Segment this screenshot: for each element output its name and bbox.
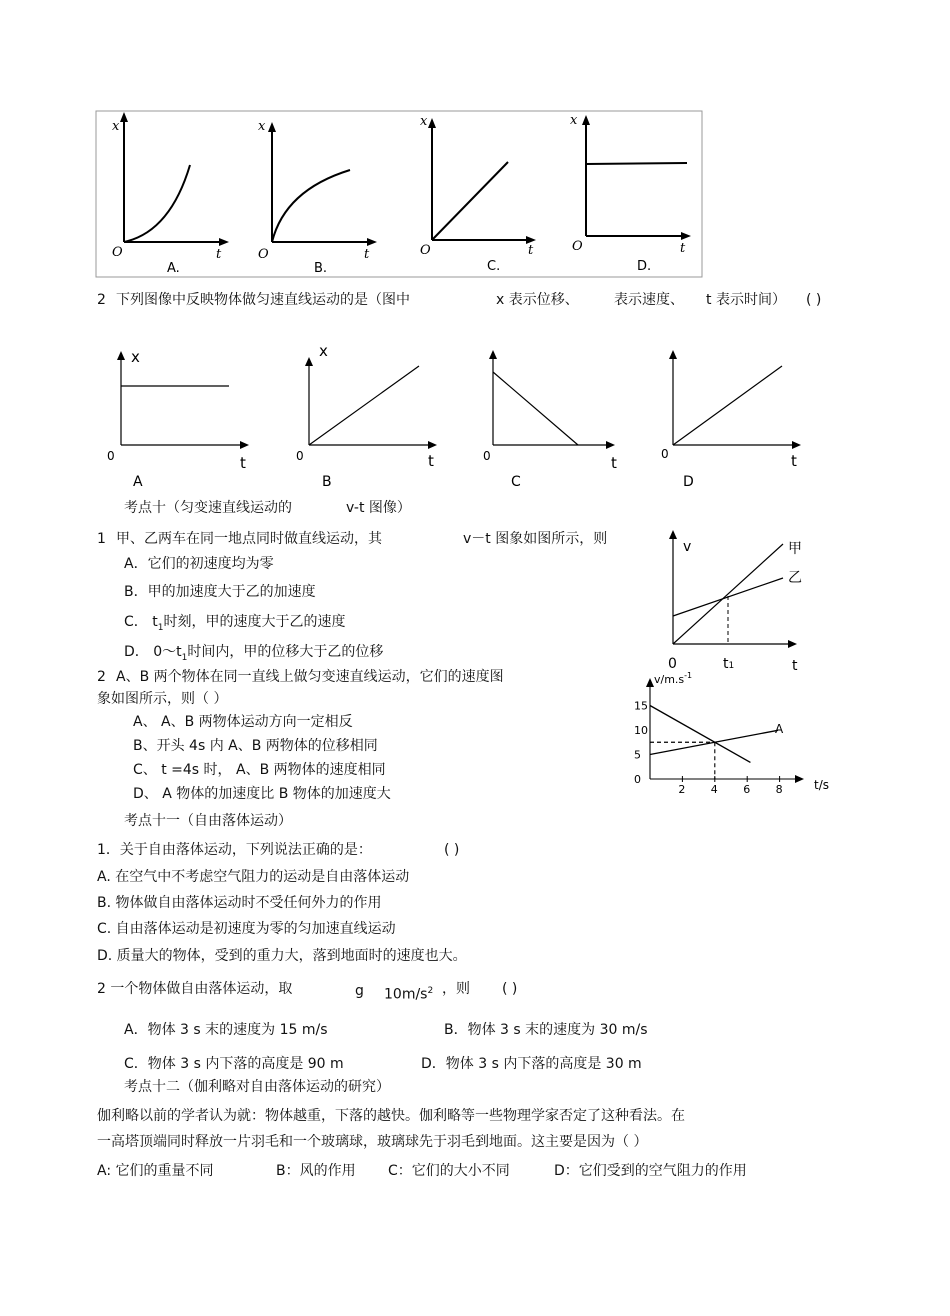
q10-1-number: 1 bbox=[97, 531, 106, 547]
q2-graph-b-origin: 0 bbox=[296, 449, 304, 463]
kd12-option-d: D：它们受到的空气阻力的作用 bbox=[554, 1163, 747, 1179]
top-graph-c-ylabel: x bbox=[420, 114, 428, 129]
vt2-ytick-label: 15 bbox=[634, 699, 648, 713]
q10-2-option-b: B、开头 4s 内 A、B 两物体的位移相同 bbox=[133, 738, 378, 754]
q2-graph-c-xlabel: t bbox=[611, 454, 617, 472]
q2-graph-c-origin: 0 bbox=[483, 449, 491, 463]
q10-1-option-b: B．甲的加速度大于乙的加速度 bbox=[124, 584, 316, 600]
vt2-ylabel: $v/m.s^{-1}$ bbox=[654, 671, 693, 686]
q11-2-option-d: D．物体 3 s 内下落的高度是 30 m bbox=[421, 1056, 642, 1072]
vt2-xtick-label: 8 bbox=[775, 783, 783, 796]
kd12-option-a: A: 它们的重量不同 bbox=[97, 1163, 214, 1179]
q2-graph-b-ylabel: x bbox=[319, 342, 328, 360]
top-graph-d-xlabel: t bbox=[680, 241, 686, 256]
vt2-xtick-label: 6 bbox=[743, 783, 751, 796]
top-graph-d-origin: O bbox=[572, 239, 583, 254]
q11-2-option-b: B．物体 3 s 末的速度为 30 m/s bbox=[444, 1022, 648, 1038]
q2-graph-a-origin: 0 bbox=[107, 449, 115, 463]
vt2-xtick-label: 4 bbox=[710, 783, 718, 796]
vt1-origin: 0 bbox=[668, 656, 677, 672]
q10-1-option-c: C． $t_1$时刻，甲的速度大于乙的速度 bbox=[124, 614, 346, 633]
q2-stem-d: t 表示时间） bbox=[706, 292, 786, 308]
top-graph-d-ylabel: x bbox=[570, 113, 578, 128]
q11-1-answer-paren: ( ) bbox=[444, 842, 460, 858]
kd12-paragraph-line-1: 伽利略以前的学者认为就：物体越重，下落的越快。伽利略等一些物理学家否定了这种看法。在 bbox=[97, 1108, 685, 1124]
vt2-xlabel: t/s bbox=[814, 778, 829, 792]
vt1-line-jia-label: 甲 bbox=[788, 541, 802, 557]
q10-2-number: 2 bbox=[97, 669, 106, 685]
q2-stem-b: x 表示位移、 bbox=[496, 292, 579, 308]
q11-2-value: $10m/s^2$ bbox=[384, 986, 434, 1003]
q2-graph-d-origin: 0 bbox=[661, 447, 669, 461]
kd12-option-c: C：它们的大小不同 bbox=[388, 1163, 510, 1179]
kd11-title: 考点十一（自由落体运动） bbox=[124, 813, 292, 829]
q2-graph-d-label: D bbox=[683, 474, 694, 490]
q10-1-option-a: A．它们的初速度均为零 bbox=[124, 556, 274, 572]
vt2-ytick-label: 0 bbox=[634, 773, 641, 786]
vt2-ytick-label: 5 bbox=[634, 748, 641, 762]
kd12-title: 考点十二（伽利略对自由落体运动的研究） bbox=[124, 1079, 390, 1095]
q2-graph-a-ylabel: x bbox=[131, 348, 140, 366]
q2-stem-a: 下列图像中反映物体做匀速直线运动的是（图中 bbox=[116, 292, 410, 308]
q11-1-stem: 1．关于自由落体运动，下列说法正确的是： bbox=[97, 842, 372, 858]
q10-2-stem-b: 象如图所示，则（ ） bbox=[97, 691, 228, 707]
top-graph-b-origin: O bbox=[258, 247, 269, 262]
top-graph-a-label: A. bbox=[167, 261, 180, 276]
q2-stem-c: 表示速度、 bbox=[614, 292, 684, 308]
kd12-paragraph-line-2: 一高塔顶端同时释放一片羽毛和一个玻璃球，玻璃球先于羽毛到地面。这主要是因为（ ） bbox=[97, 1134, 648, 1150]
q2-graph-a-label: A bbox=[133, 474, 143, 490]
vt1-ylabel: v bbox=[683, 539, 692, 555]
q10-1-option-d: D． $0\sim t_1$时间内，甲的位移大于乙的位移 bbox=[124, 644, 384, 663]
top-graph-c-xlabel: t bbox=[528, 243, 534, 258]
q2-graph-b-label: B bbox=[322, 474, 332, 490]
top-graph-b-xlabel: t bbox=[364, 247, 370, 262]
top-graph-a-ylabel: x bbox=[112, 119, 120, 134]
q11-1-option-c: C. 自由落体运动是初速度为零的匀加速直线运动 bbox=[97, 921, 396, 937]
top-graph-c-origin: O bbox=[420, 243, 431, 258]
top-graph-b-ylabel: x bbox=[258, 119, 266, 134]
q10-1-stem-a: 甲、乙两车在同一地点同时做直线运动，其 bbox=[116, 531, 382, 547]
kd12-option-b: B：风的作用 bbox=[276, 1163, 356, 1179]
q10-2-option-d: D、 A 物体的加速度比 B 物体的加速度大 bbox=[133, 786, 391, 802]
q2-graph-d-xlabel: t bbox=[791, 452, 797, 470]
q11-1-option-b: B. 物体做自由落体运动时不受任何外力的作用 bbox=[97, 895, 382, 911]
vt1-line-yi-label: 乙 bbox=[788, 570, 802, 586]
vt2-line-a-label: A bbox=[775, 722, 784, 736]
vt1-t1-label: t1 bbox=[723, 656, 735, 672]
top-graph-a-xlabel: t bbox=[216, 247, 222, 262]
q10-2-stem-a: A、B 两个物体在同一直线上做匀变速直线运动，它们的速度图 bbox=[116, 669, 504, 685]
q11-1-option-a: A. 在空气中不考虑空气阻力的运动是自由落体运动 bbox=[97, 869, 410, 885]
q2-graph-b-xlabel: t bbox=[428, 452, 434, 470]
kd10-title-b: v-t 图像） bbox=[346, 500, 411, 516]
vt2-line-b bbox=[650, 706, 750, 763]
q2-graph-c-label: C bbox=[511, 474, 521, 490]
q10-2-option-c: C、 t =4s 时， A、B 两物体的速度相同 bbox=[133, 762, 386, 778]
q10-2-option-a: A、 A、B 两物体运动方向一定相反 bbox=[133, 714, 353, 730]
top-graph-c-label: C. bbox=[487, 259, 501, 274]
kd10-title-a: 考点十（匀变速直线运动的 bbox=[124, 500, 292, 516]
q11-2-answer-paren: ( ) bbox=[502, 981, 518, 997]
q11-2-g: g bbox=[355, 983, 364, 999]
q11-2-stem-b: ，则 bbox=[442, 981, 470, 997]
q2-number: 2 bbox=[97, 292, 106, 308]
vt2-xtick-label: 2 bbox=[678, 783, 686, 796]
q10-1-stem-b: v－t 图象如图所示，则 bbox=[463, 531, 608, 547]
q2-graph-a-xlabel: t bbox=[240, 454, 246, 472]
top-graph-a-origin: O bbox=[112, 245, 123, 260]
vt1-xlabel: t bbox=[792, 658, 798, 674]
top-graph-b-label: B. bbox=[314, 261, 328, 276]
q11-2-option-c: C．物体 3 s 内下落的高度是 90 m bbox=[124, 1056, 344, 1072]
q11-2-stem-a: 2 一个物体做自由落体运动，取 bbox=[97, 981, 293, 997]
q2-answer-paren: ( ) bbox=[806, 292, 822, 308]
q11-1-option-d: D. 质量大的物体，受到的重力大，落到地面时的速度也大。 bbox=[97, 948, 467, 964]
top-graph-d-label: D. bbox=[637, 259, 652, 274]
q11-2-option-a: A．物体 3 s 末的速度为 15 m/s bbox=[124, 1022, 328, 1038]
vt2-ytick-label: 10 bbox=[634, 724, 648, 737]
